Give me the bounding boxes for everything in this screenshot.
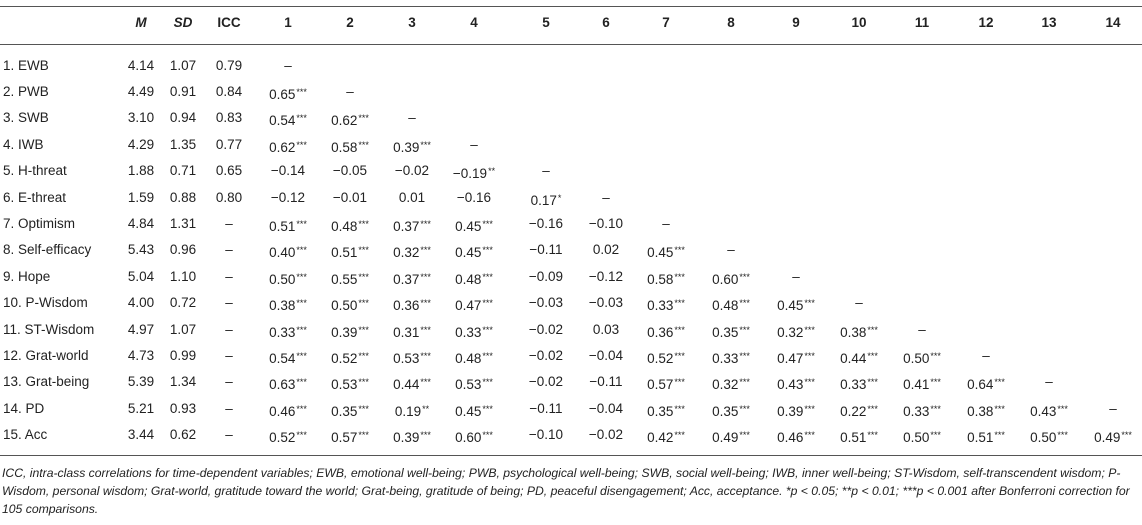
table-cell: – — [918, 321, 926, 337]
table-cell: – — [225, 374, 233, 390]
table-cell: 4.84 — [127, 215, 155, 231]
table-cell: 0.45*** — [455, 403, 493, 419]
table-cell: 1.07 — [169, 57, 197, 73]
table-cell: −0.04 — [588, 347, 624, 363]
table-cell: – — [982, 347, 990, 363]
table-cell: 0.39*** — [331, 324, 369, 340]
table-cell: 0.57*** — [331, 430, 369, 446]
table-cell: – — [602, 189, 610, 205]
table-cell: 0.94 — [169, 110, 197, 126]
table-cell: 0.32*** — [393, 245, 431, 261]
table-cell: 0.31*** — [393, 324, 431, 340]
table-cell: 0.63*** — [269, 377, 307, 393]
table-cell: 1.88 — [127, 163, 155, 179]
table-cell: 5.39 — [127, 374, 155, 390]
row-label: 9. Hope — [3, 268, 51, 284]
table-cell: 0.62*** — [331, 113, 369, 129]
table-cell: 0.37*** — [393, 218, 431, 234]
table-cell: 5.21 — [127, 400, 155, 416]
table-cell: 0.48*** — [331, 218, 369, 234]
table-cell: −0.09 — [528, 268, 564, 284]
table-cell: 0.43*** — [1030, 403, 1068, 419]
table-cell: 0.35*** — [331, 403, 369, 419]
row-label: 10. P-Wisdom — [3, 295, 88, 311]
table-cell: 0.50*** — [331, 298, 369, 314]
table-cell: −0.03 — [588, 295, 624, 311]
table-cell: 0.52*** — [647, 350, 685, 366]
table-cell: 4.29 — [127, 136, 155, 152]
table-cell: 0.40*** — [269, 245, 307, 261]
column-header-10: 10 — [851, 15, 867, 30]
row-label: 3. SWB — [3, 110, 49, 126]
table-cell: 0.50*** — [903, 430, 941, 446]
table-cell: 0.02 — [592, 242, 620, 258]
table-cell: – — [225, 215, 233, 231]
table-cell: 0.93 — [169, 400, 197, 416]
table-cell: 0.49*** — [712, 430, 750, 446]
table-cell: −0.02 — [528, 347, 564, 363]
table-cell: −0.12 — [588, 268, 624, 284]
table-cell: 4.14 — [127, 57, 155, 73]
table-cell: 0.51*** — [840, 430, 878, 446]
table-cell: 0.44*** — [840, 350, 878, 366]
table-cell: 1.59 — [127, 189, 155, 205]
table-footnote: ICC, intra-class correlations for time-dependent variables; EWB, emotional well-being; PWB, psychological well-being; SWB, social well-being; IWB, inner well-being; ST-Wisdom, self-transcendent wisdom; P-Wisdom, personal wisdom; Grat-world, gratitude toward the world; Grat-being, gratitude of being; PD, peaceful disengagement; Acc, acceptance. *p < 0.05; **p < 0.01; ***p < 0.001 after Bonferroni correction for 105 comparisons. — [2, 466, 1130, 516]
table-cell: 0.36*** — [647, 324, 685, 340]
table-cell: – — [284, 57, 292, 73]
row-label: 4. IWB — [3, 136, 44, 152]
table-cell: – — [225, 268, 233, 284]
table-cell: 0.54*** — [269, 113, 307, 129]
table-cell: 0.51*** — [269, 218, 307, 234]
table-cell: 0.52*** — [269, 430, 307, 446]
table-cell: 0.96 — [169, 242, 197, 258]
table-cell: 0.45*** — [647, 245, 685, 261]
table-cell: −0.02 — [394, 163, 430, 179]
column-header-7: 7 — [662, 15, 670, 30]
column-header-12: 12 — [978, 15, 994, 30]
table-cell: 0.53*** — [331, 377, 369, 393]
table-cell: 0.62 — [169, 427, 197, 443]
table-cell: 4.97 — [127, 321, 155, 337]
table-cell: 0.33*** — [269, 324, 307, 340]
table-cell: 1.07 — [169, 321, 197, 337]
table-cell: – — [346, 83, 354, 99]
table-cell: 0.33*** — [840, 377, 878, 393]
table-cell: 4.00 — [127, 295, 155, 311]
table-cell: 0.32*** — [712, 377, 750, 393]
table-cell: 0.72 — [169, 295, 197, 311]
table-cell: – — [662, 215, 670, 231]
table-cell: 5.04 — [127, 268, 155, 284]
row-label: 15. Acc — [3, 427, 48, 443]
table-cell: 0.62*** — [269, 139, 307, 155]
table-cell: −0.12 — [270, 189, 306, 205]
table-cell: 5.43 — [127, 242, 155, 258]
table-cell: 0.91 — [169, 83, 197, 99]
column-header-1: 1 — [284, 15, 292, 30]
table-cell: 0.39*** — [393, 139, 431, 155]
table-cell: 0.43*** — [777, 377, 815, 393]
table-cell: 0.51*** — [967, 430, 1005, 446]
table-cell: 0.88 — [169, 189, 197, 205]
row-label: 13. Grat-being — [3, 374, 90, 390]
column-header-5: 5 — [542, 15, 550, 30]
table-cell: −0.10 — [528, 427, 564, 443]
column-header-13: 13 — [1041, 15, 1057, 30]
table-cell: 0.47*** — [777, 350, 815, 366]
table-cell: 0.32*** — [777, 324, 815, 340]
table-cell: 1.34 — [169, 374, 197, 390]
table-cell: 0.48*** — [455, 350, 493, 366]
row-label: 12. Grat-world — [3, 347, 89, 363]
row-label: 6. E-threat — [3, 189, 67, 205]
table-cell: 0.51*** — [331, 245, 369, 261]
table-cell: – — [225, 400, 233, 416]
table-cell: 0.37*** — [393, 271, 431, 287]
table-cell: 0.45*** — [777, 298, 815, 314]
table-cell: 0.58*** — [331, 139, 369, 155]
table-cell: 0.49*** — [1094, 430, 1132, 446]
table-cell: 0.03 — [592, 321, 620, 337]
table-cell: 0.48*** — [455, 271, 493, 287]
table-cell: −0.14 — [270, 163, 306, 179]
table-cell: 0.35*** — [712, 403, 750, 419]
table-cell: 0.64*** — [967, 377, 1005, 393]
table-cell: 0.77 — [215, 136, 243, 152]
row-label: 5. H-threat — [3, 163, 67, 179]
table-cell: – — [225, 427, 233, 443]
column-header-2: 2 — [346, 15, 354, 30]
table-cell: – — [225, 242, 233, 258]
table-cell: 0.44*** — [393, 377, 431, 393]
row-label: 11. ST-Wisdom — [3, 321, 95, 337]
table-cell: 0.50*** — [903, 350, 941, 366]
table-cell: 0.58*** — [647, 271, 685, 287]
table-cell: 0.52*** — [331, 350, 369, 366]
table-cell: −0.02 — [588, 427, 624, 443]
table-cell: 1.35 — [169, 136, 197, 152]
table-cell: 0.83 — [215, 110, 243, 126]
table-cell: 0.55*** — [331, 271, 369, 287]
table-cell: −0.16 — [528, 215, 564, 231]
column-header-11: 11 — [914, 15, 930, 30]
table-cell: 0.65*** — [269, 86, 307, 102]
table-cell: – — [727, 242, 735, 258]
table-cell: 0.60*** — [455, 430, 493, 446]
table-cell: −0.04 — [588, 400, 624, 416]
table-cell: – — [1109, 400, 1117, 416]
table-cell: −0.11 — [529, 242, 563, 258]
column-header-sd: SD — [173, 15, 193, 30]
table-cell: – — [855, 295, 863, 311]
table-top-rule — [0, 6, 1142, 7]
table-cell: 0.79 — [215, 57, 243, 73]
column-header-14: 14 — [1105, 15, 1121, 30]
table-cell: 4.49 — [127, 83, 155, 99]
table-cell: −0.10 — [588, 215, 624, 231]
table-cell: 0.57*** — [647, 377, 685, 393]
table-cell: 0.53*** — [455, 377, 493, 393]
table-cell: 0.17* — [530, 192, 562, 208]
table-cell: −0.01 — [332, 189, 368, 205]
table-cell: 0.46*** — [269, 403, 307, 419]
table-cell: 0.01 — [398, 189, 426, 205]
table-cell: 0.84 — [215, 83, 243, 99]
table-cell: 0.39*** — [393, 430, 431, 446]
table-cell: −0.16 — [456, 189, 492, 205]
table-cell: 0.71 — [169, 163, 197, 179]
table-cell: −0.19** — [452, 166, 496, 182]
table-cell: 0.45*** — [455, 245, 493, 261]
row-label: 2. PWB — [3, 83, 49, 99]
table-cell: 0.39*** — [777, 403, 815, 419]
table-cell: – — [225, 295, 233, 311]
table-cell: – — [542, 163, 550, 179]
table-cell: 1.10 — [169, 268, 197, 284]
table-cell: 0.35*** — [712, 324, 750, 340]
table-cell: −0.02 — [528, 321, 564, 337]
row-label: 7. Optimism — [3, 215, 76, 231]
column-header-4: 4 — [470, 15, 478, 30]
table-cell: 0.36*** — [393, 298, 431, 314]
table-cell: 0.35*** — [647, 403, 685, 419]
table-cell: 0.99 — [169, 347, 197, 363]
table-cell: – — [792, 268, 800, 284]
table-cell: 1.31 — [169, 215, 197, 231]
table-cell: −0.11 — [589, 374, 623, 390]
row-label: 8. Self-efficacy — [3, 242, 92, 258]
column-header-3: 3 — [408, 15, 416, 30]
column-header-icc: ICC — [217, 15, 241, 30]
column-header-6: 6 — [602, 15, 610, 30]
table-cell: 0.80 — [215, 189, 243, 205]
table-cell: 0.38*** — [840, 324, 878, 340]
column-header-8: 8 — [727, 15, 735, 30]
table-header-rule — [0, 44, 1142, 45]
table-cell: −0.02 — [528, 374, 564, 390]
table-bottom-rule — [0, 455, 1142, 456]
table-cell: 0.50*** — [1030, 430, 1068, 446]
table-cell: 0.41*** — [903, 377, 941, 393]
row-label: 14. PD — [3, 400, 45, 416]
table-cell: 0.33*** — [903, 403, 941, 419]
table-cell: 0.33*** — [647, 298, 685, 314]
table-cell: – — [1045, 374, 1053, 390]
table-cell: 0.65 — [215, 163, 243, 179]
table-cell: 0.19** — [394, 403, 430, 419]
table-cell: 0.22*** — [840, 403, 878, 419]
table-cell: 0.50*** — [269, 271, 307, 287]
table-cell: −0.03 — [528, 295, 564, 311]
table-cell: 0.48*** — [712, 298, 750, 314]
table-cell: 0.33*** — [455, 324, 493, 340]
table-cell: 0.45*** — [455, 218, 493, 234]
table-cell: 3.44 — [127, 427, 155, 443]
table-cell: 0.38*** — [269, 298, 307, 314]
table-cell: 0.47*** — [455, 298, 493, 314]
table-cell: 0.46*** — [777, 430, 815, 446]
table-cell: – — [225, 321, 233, 337]
table-cell: 0.33*** — [712, 350, 750, 366]
row-label: 1. EWB — [3, 57, 49, 73]
table-cell: 0.54*** — [269, 350, 307, 366]
table-cell: – — [225, 347, 233, 363]
table-cell: – — [470, 136, 478, 152]
column-header-9: 9 — [792, 15, 800, 30]
table-cell: −0.05 — [332, 163, 368, 179]
table-cell: 4.73 — [127, 347, 155, 363]
table-cell: 3.10 — [127, 110, 155, 126]
table-cell: 0.53*** — [393, 350, 431, 366]
column-header-m: M — [135, 15, 147, 30]
table-cell: 0.42*** — [647, 430, 685, 446]
table-cell: – — [408, 110, 416, 126]
table-cell: −0.11 — [529, 400, 563, 416]
table-cell: 0.60*** — [712, 271, 750, 287]
table-cell: 0.38*** — [967, 403, 1005, 419]
